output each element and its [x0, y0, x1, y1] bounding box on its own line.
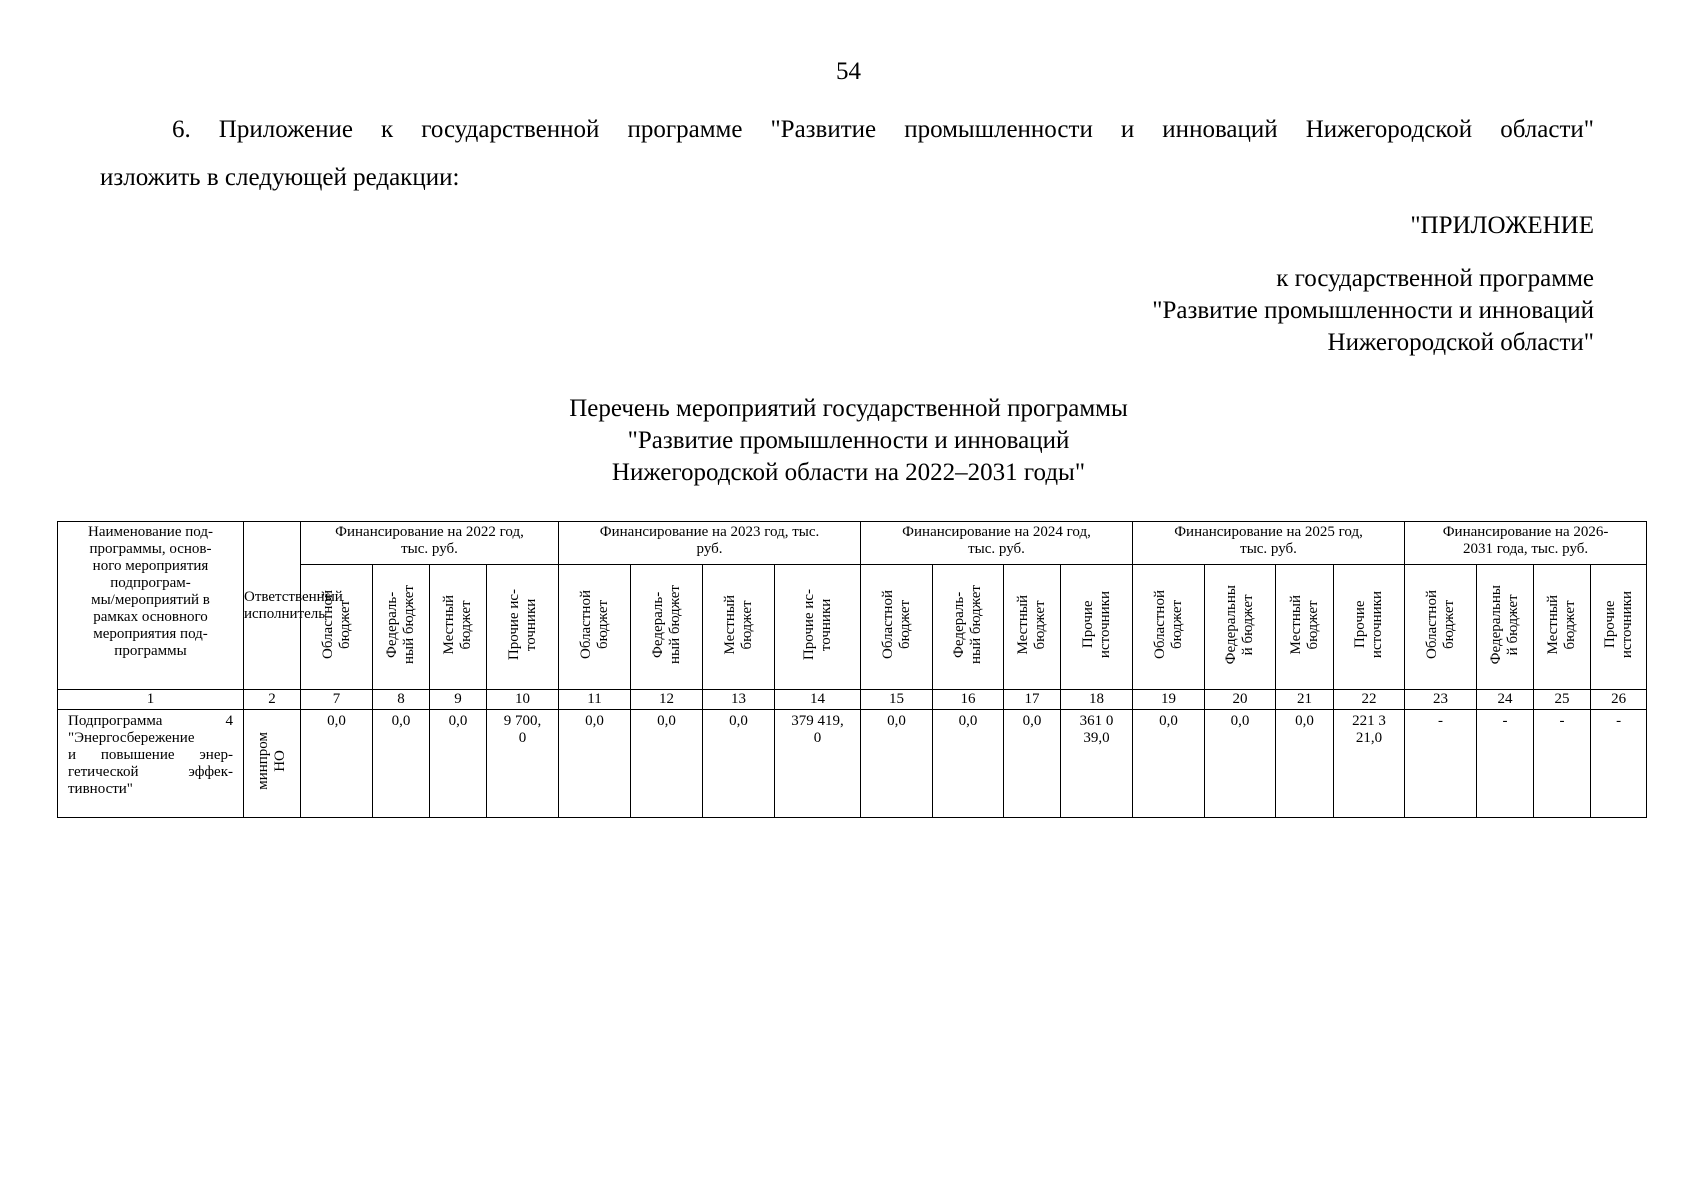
column-header-name — [58, 522, 244, 690]
text-line: Федераль- — [649, 591, 666, 658]
text-line: Областной — [1151, 589, 1168, 659]
text-line: Областной — [879, 589, 896, 659]
text-line: ный бюджет — [968, 585, 985, 664]
text-line: бюджет — [1440, 599, 1457, 650]
column-number: 12 — [631, 690, 703, 710]
text-line: бюджет — [896, 599, 913, 650]
value-cell — [631, 710, 703, 818]
intro-paragraph-line1: 6. Приложение к государственной программе "Развитие промышленности и инноваций Нижегородской области" — [172, 116, 1594, 143]
text-line: 9 700, — [503, 713, 542, 729]
value-cell — [373, 710, 430, 818]
text-line: бюджет — [738, 599, 755, 650]
rotated-label — [244, 588, 343, 623]
text-line: подпрограм- — [110, 575, 191, 591]
column-number: 22 — [1334, 690, 1405, 710]
value-cell — [1205, 710, 1276, 818]
appendix-line: к государственной программе — [1276, 265, 1594, 292]
value-cell — [301, 710, 373, 818]
column-subheader — [703, 565, 775, 690]
text-line: 21,0 — [1355, 730, 1383, 746]
text-line: ного мероприятия — [92, 558, 209, 574]
column-number: 19 — [1133, 690, 1205, 710]
column-subheader — [1591, 565, 1647, 690]
appendix-line: "Развитие промышленности и инноваций — [1152, 297, 1594, 324]
value-cell — [1405, 710, 1477, 818]
text-line: ный бюджет — [666, 585, 683, 664]
text-line: тивности" — [68, 781, 133, 797]
column-number: 23 — [1405, 690, 1477, 710]
value-cell — [1061, 710, 1133, 818]
column-number: 17 — [1004, 690, 1061, 710]
text-line — [68, 764, 233, 781]
column-subheader — [1534, 565, 1591, 690]
rotated-label — [650, 585, 684, 664]
text-line: тыс. руб. — [1240, 541, 1297, 557]
text-line: - — [1438, 713, 1444, 729]
text-line: бюджет — [594, 599, 611, 650]
text-line: 361 0 — [1079, 713, 1114, 729]
word: эффек- — [188, 764, 233, 780]
column-subheader — [631, 565, 703, 690]
column-number: 26 — [1591, 690, 1647, 710]
rotated-label — [1223, 585, 1257, 664]
text-line: Местный — [1015, 594, 1032, 655]
appendix-heading: "ПРИЛОЖЕНИЕ — [1410, 212, 1594, 239]
text-line: Прочие — [1601, 600, 1618, 649]
text-line: - — [1559, 713, 1565, 729]
list-title-line: Перечень мероприятий государственной программы — [569, 395, 1128, 422]
text-line: 39,0 — [1083, 730, 1110, 746]
text-line: мы/мероприятий в — [91, 592, 210, 608]
column-subheader — [933, 565, 1004, 690]
value-cell — [1334, 710, 1405, 818]
text-line: - — [1502, 713, 1508, 729]
column-subheader — [775, 565, 861, 690]
text-line: 379 419, — [791, 713, 844, 729]
word: энер- — [199, 747, 233, 763]
column-subheader — [1334, 565, 1405, 690]
text-line: бюджет — [1032, 599, 1049, 650]
text-line: Местный — [721, 594, 738, 655]
word: Подпрограмма — [68, 713, 163, 729]
text-line: 0,0 — [1295, 713, 1314, 729]
text-line: Финансирование на 2024 год, — [902, 524, 1091, 540]
column-number: 10 — [487, 690, 559, 710]
value-cell — [933, 710, 1004, 818]
column-number: 2 — [244, 690, 301, 710]
value-cell — [1133, 710, 1205, 818]
appendix-line: Нижегородской области" — [1327, 329, 1594, 356]
value-cell — [775, 710, 861, 818]
column-number: 11 — [559, 690, 631, 710]
column-subheader — [301, 565, 373, 690]
column-number: 20 — [1205, 690, 1276, 710]
column-number: 24 — [1477, 690, 1534, 710]
text-line: Прочие — [1352, 600, 1369, 649]
value-cell — [1591, 710, 1647, 818]
column-group-header — [301, 522, 559, 565]
rotated-label — [506, 589, 540, 660]
text-line: бюджет — [1562, 599, 1579, 650]
text-line: Финансирование на 2022 год, — [335, 524, 524, 540]
value-cell — [430, 710, 487, 818]
text-line: НО — [272, 750, 288, 772]
text-line: Финансирование на 2026- — [1442, 524, 1609, 540]
table-row — [58, 710, 1647, 818]
text-line: источники — [1096, 590, 1113, 659]
rotated-label — [1288, 595, 1322, 655]
intro-paragraph-line2: изложить в следующей редакции: — [100, 164, 460, 191]
row-name-cell — [58, 710, 244, 818]
rotated-label — [880, 590, 914, 659]
column-group-header — [1405, 522, 1647, 565]
column-subheader — [1477, 565, 1534, 690]
rotated-label — [255, 732, 289, 790]
column-group-header — [861, 522, 1133, 565]
column-number: 9 — [430, 690, 487, 710]
text-line: 2031 года, тыс. руб. — [1462, 541, 1589, 557]
text-line: минпром — [255, 732, 271, 790]
list-title-line: "Развитие промышленности и инноваций — [627, 427, 1070, 454]
text-line: 0,0 — [448, 713, 468, 729]
page-number: 54 — [836, 58, 861, 85]
text-line: Финансирование на 2023 год, тыс. — [599, 524, 820, 540]
text-line: Финансирование на 2025 год, — [1174, 524, 1363, 540]
rotated-label — [320, 590, 354, 659]
word: повышение — [100, 747, 175, 763]
text-line: й бюджет — [1240, 594, 1257, 655]
text-line: Областной — [1423, 589, 1440, 659]
text-line: Федераль- — [951, 591, 968, 658]
text-line: 0 — [813, 730, 822, 746]
list-title — [0, 393, 1697, 489]
text-line — [68, 713, 233, 730]
rotated-label — [1545, 595, 1579, 655]
text-line: источники — [1369, 590, 1386, 659]
text-line: Областной — [319, 589, 336, 659]
text-line: 0,0 — [1230, 713, 1250, 729]
column-number: 7 — [301, 690, 373, 710]
column-subheader — [1133, 565, 1205, 690]
column-subheader — [559, 565, 631, 690]
text-line: бюджет — [1304, 599, 1321, 650]
appendix-subtitle — [1152, 263, 1594, 359]
column-subheader — [861, 565, 933, 690]
rotated-label — [1352, 591, 1386, 658]
value-cell — [1534, 710, 1591, 818]
table-header-row — [58, 522, 1647, 565]
financing-table — [57, 521, 1647, 818]
column-number: 13 — [703, 690, 775, 710]
text-line: 0,0 — [585, 713, 604, 729]
text-line: Ответственный — [244, 588, 343, 605]
text-line: 0,0 — [327, 713, 346, 729]
rotated-label — [1602, 591, 1636, 658]
text-line: Местный — [1545, 594, 1562, 655]
rotated-label — [384, 585, 418, 664]
column-subheader — [1205, 565, 1276, 690]
text-line: программы, основ- — [89, 541, 212, 557]
text-line: рамках основного — [93, 609, 208, 625]
column-number: 25 — [1534, 690, 1591, 710]
text-line: Местный — [1287, 594, 1304, 655]
text-line: 0,0 — [887, 713, 906, 729]
text-line: Прочие ис- — [800, 588, 817, 661]
row-executor-cell — [244, 710, 301, 818]
text-line: исполнитель — [244, 605, 326, 622]
text-line: 0,0 — [391, 713, 411, 729]
rotated-label — [1488, 585, 1522, 664]
column-subheader — [487, 565, 559, 690]
text-line: 221 3 — [1352, 713, 1386, 729]
rotated-label — [801, 589, 835, 660]
value-cell — [487, 710, 559, 818]
rotated-label — [722, 595, 756, 655]
text-line: Местный — [441, 594, 457, 655]
text-line: точники — [522, 598, 539, 651]
text-line: й бюджет — [1505, 594, 1522, 655]
column-number-row — [58, 690, 1647, 710]
text-line: Областной — [577, 589, 594, 659]
text-line: точники — [817, 598, 834, 651]
text-line: "Энергосбережение — [68, 730, 195, 746]
rotated-label — [1152, 590, 1186, 659]
column-number: 21 — [1276, 690, 1334, 710]
text-line: 0,0 — [1159, 713, 1178, 729]
text-line: бюджет — [1168, 599, 1185, 650]
column-number: 15 — [861, 690, 933, 710]
column-subheader — [1061, 565, 1133, 690]
text-line: 0 — [518, 730, 527, 746]
text-line: Федеральны — [1223, 584, 1240, 665]
text-line: бюджет — [336, 599, 353, 650]
rotated-label — [951, 585, 985, 664]
text-line: 0,0 — [657, 713, 676, 729]
value-cell — [1004, 710, 1061, 818]
list-title-line: Нижегородской области на 2022–2031 годы" — [611, 459, 1086, 486]
column-number: 14 — [775, 690, 861, 710]
column-number: 18 — [1061, 690, 1133, 710]
text-line: - — [1616, 713, 1622, 729]
column-subheader — [373, 565, 430, 690]
column-number: 8 — [373, 690, 430, 710]
rotated-label — [1424, 590, 1458, 659]
text-line: 0,0 — [729, 713, 748, 729]
value-cell — [559, 710, 631, 818]
word: гетической — [68, 764, 139, 780]
word: 4 — [225, 713, 233, 729]
text-line: Федераль- — [384, 591, 400, 658]
text-line: Федеральны — [1488, 584, 1505, 665]
rotated-label — [441, 595, 475, 655]
rotated-label — [1015, 595, 1049, 655]
text-line: 0,0 — [958, 713, 978, 729]
text-line: 0,0 — [1022, 713, 1042, 729]
value-cell — [1477, 710, 1534, 818]
text-line: тыс. руб. — [401, 541, 458, 557]
column-subheader — [1004, 565, 1061, 690]
text-line: ный бюджет — [401, 585, 417, 664]
text-line: источники — [1618, 590, 1635, 659]
column-number: 16 — [933, 690, 1004, 710]
text-line: тыс. руб. — [968, 541, 1025, 557]
column-subheader — [1405, 565, 1477, 690]
text-line: мероприятия под- — [93, 626, 208, 642]
value-cell — [703, 710, 775, 818]
value-cell — [861, 710, 933, 818]
rotated-label — [1080, 591, 1114, 658]
text-line: бюджет — [458, 599, 474, 650]
text-line: руб. — [696, 541, 723, 557]
column-group-header — [1133, 522, 1405, 565]
text-line: Прочие ис- — [505, 588, 522, 661]
value-cell — [1276, 710, 1334, 818]
column-subheader — [1276, 565, 1334, 690]
word: и — [68, 747, 77, 763]
column-group-header — [559, 522, 861, 565]
text-line: Наименование под- — [88, 524, 213, 540]
column-subheader — [430, 565, 487, 690]
column-number: 1 — [58, 690, 244, 710]
text-line: программы — [114, 643, 187, 659]
text-line: Прочие — [1079, 600, 1096, 649]
rotated-label — [578, 590, 612, 659]
text-line — [68, 747, 233, 764]
